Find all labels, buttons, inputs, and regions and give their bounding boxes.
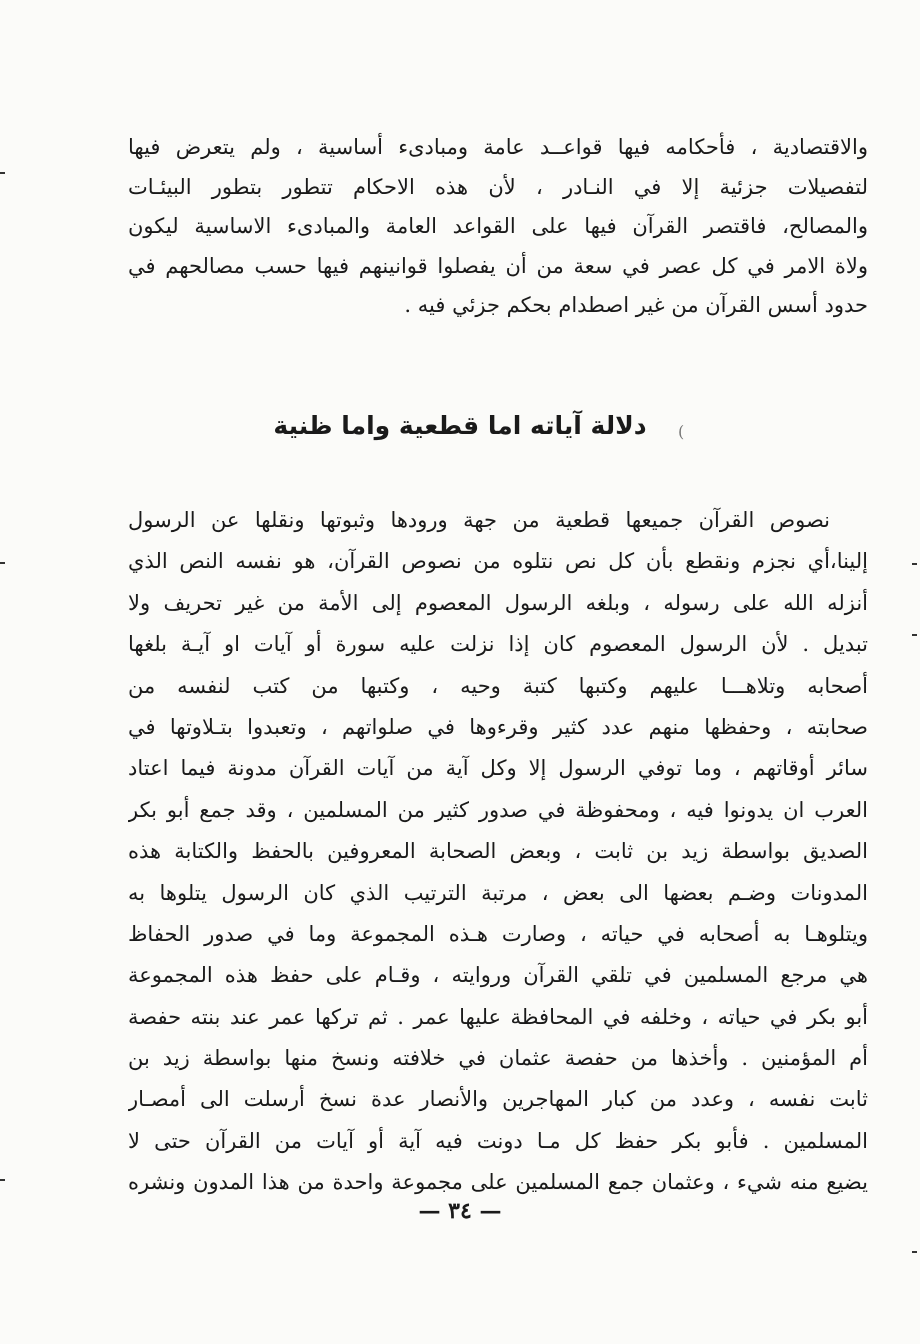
main-paragraph — [128, 500, 868, 1204]
main-line: العرب ان يدونوا فيه ، ومحفوظة في صدور كثير من المسلمين ، وقد جمع أبو بكر — [128, 797, 868, 822]
main-line: الصديق بواسطة زيد بن ثابت ، وبعض الصحابة المعروفين بالحفظ والكتابة هذه — [128, 839, 868, 864]
margin-speck — [0, 562, 5, 564]
main-line: أنزله الله على رسوله ، وبلغه الرسول المعصوم إلى الأمة من غير تحريف ولا — [128, 590, 868, 615]
margin-speck — [0, 172, 5, 174]
main-line: سائر أوقاتهم ، وما توفي الرسول إلا وكل آية من آيات القرآن مدونة فيما اعتاد — [128, 756, 868, 781]
main-line: إلينا،أي نجزم ونقطع بأن كل نص نتلوه من نصوص القرآن، هو نفسه النص الذي — [128, 549, 868, 574]
main-line: نصوص القرآن جميعها قطعية من جهة ورودها وثبوتها ونقلها عن الرسول — [128, 508, 830, 532]
section-heading: دلالة آياته اما قطعية واما ظنية — [273, 411, 647, 440]
margin-speck — [0, 1179, 5, 1181]
intro-line: لتفصيلات جزئية إلا في النـادر ، لأن هذه الاحكام تتطور بتطور البيئـات — [128, 174, 868, 199]
intro-line: ولاة الامر في كل عصر في سعة من أن يفصلوا قوانينهم فيها حسب مصالحهم في — [128, 253, 868, 278]
intro-line: حدود أسس القرآن من غير اصطدام بحكم جزئي فيه . — [404, 293, 868, 318]
margin-speck — [912, 563, 917, 565]
margin-speck — [912, 1251, 917, 1253]
main-line: هي مرجع المسلمين في تلقي القرآن وروايته ، وقـام على حفظ هذه المجموعة — [128, 963, 868, 988]
margin-speck — [912, 634, 917, 636]
main-line: يضيع منه شيء ، وعثمان جمع المسلمين على مجموعة واحدة من هذا المدون ونشره — [128, 1170, 868, 1195]
stray-mark: ( — [678, 422, 685, 441]
main-line: أم المؤمنين . وأخذها من حفصة عثمان في خلافته ونسخ منها بواسطة زيد بن — [128, 1046, 868, 1071]
main-line: ثابت نفسه ، وعدد من كبار المهاجرين والأنصار عدة نسخ أرسلت الى أمصـار — [128, 1087, 868, 1112]
main-line: ويتلوهـا به أصحابه في حياته ، وصارت هـذه المجموعة وما في صدور الحفاظ — [128, 921, 868, 946]
page-number: — ٣٤ — — [418, 1198, 502, 1224]
intro-line: والاقتصادية ، فأحكامه فيها قواعــد عامة ومبادىء أساسية ، ولم يتعرض فيها — [128, 135, 868, 159]
main-line: أصحابه وتلاهـــا عليهم وكتبها كتبة وحيه ، وكتبها من كتب لنفسه من — [128, 673, 868, 698]
main-line: صحابته ، وحفظها منهم عدد كثير وقرءوها في صلواتهم ، وتعبدوا بتـلاوتها في — [128, 714, 868, 739]
intro-line: والمصالح، فاقتصر القرآن فيها على القواعد العامة والمبادىء الاساسية ليكون — [128, 214, 868, 239]
main-line: تبديل . لأن الرسول المعصوم كان إذا نزلت عليه سورة أو آيات او آيـة بلغها — [128, 632, 868, 657]
main-line: المسلمين . فأبو بكر حفظ كل مـا دونت فيه آية أو آيات من القرآن حتى لا — [128, 1128, 868, 1153]
main-line: المدونات وضـم بعضها الى بعض ، مرتبة الترتيب الذي كان الرسول يتلوها به — [128, 880, 868, 905]
main-line: أبو بكر في حياته ، وخلفه في المحافظة عليها عمر . ثم تركها عمر عند بنته حفصة — [128, 1004, 868, 1029]
intro-paragraph — [128, 128, 868, 326]
